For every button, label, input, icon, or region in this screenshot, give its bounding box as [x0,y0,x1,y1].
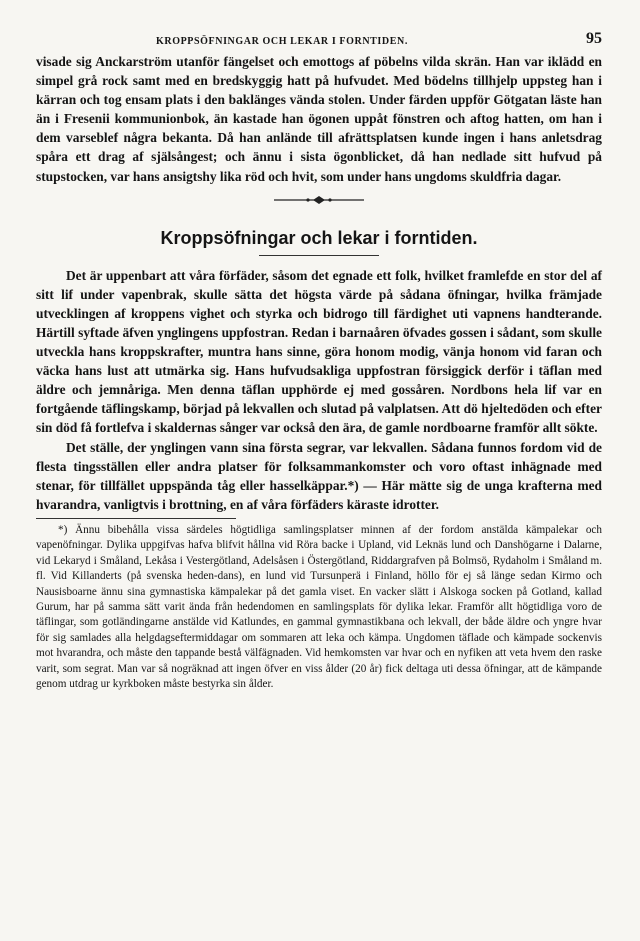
top-paragraph: visade sig Anckarström utanför fängelset och emottogs af pöbelns vilda skrän. Han var iklädd en simpel grå rock samt med en bredskyggig hatt på hufvudet. Med bödelns tillhjelp uppsteg han i kärran och tog ensam plats i den baklänges vända stolen. Under färden uppför Götgatan läste han än i Fresenii kommunionbok, än kastade han ögonen uppåt fönstren och aftog hatten, om han i dem varseblef några bekanta. Då han anlände till afrättsplatsen kunde ingen i hans anletsdrag spåra ett drag af själsångest; och ännu i sista ögonblicket, då han nedlade sitt hufvud på stupstocken, var hans ansigtshy lika röd och hvit, som under hans ungdoms skuldfria dagar. [36,54,602,184]
footnote-text: *) Ännu bibehålla vissa särdeles högtidliga samlingsplatser minnen af der fordom anstälda kämpalekar och vapenöfningar. Dylika uppgifvas hafva blifvit hållna vid Röra backe i Upland, vid Leknäs lund och Danshögarne i Dalarne, vid Lekaryd i Småland, Lekåsa i Vestergötland, Adelsåsen i Östergötland, Riddargrafven på Bolmsö, Rydaholm i Småland m. fl. Vid Killanderts (på svenska heden-dans), en lund vid Tursunperä i Finland, höllo för ej så länge sedan Kirmo och Nausisboarne ännu sina gymnastiska kämpalekar på det gamla viset. En vacker slätt i Alskoga socken på Gotland, kallad Gurum, har på samma sätt varit ända från hedendomen en samlingsplats för dylika lekar. Framför allt högtidliga voro de täflingar, som gotländingarne anstälde vid Katlundes, en gammal gymnastikbana och lekvall, der både äldre och yngre hvar för sig samlades alla helgdagseftermiddagar om sommaren att leka och kämpa. Ungdomen täflade och kämpade sockenvis mot hvarandra, och måste den tappande bestå välfägnaden. Vid hemkomsten var hvar och en nyfiken att veta hvem den raske varit, som segrat. Man var så nogräknad att ingen öfver en viss ålder (20 år) fick deltaga uti dessa öfningar, att de kämpande genom utdrag ur kyrkboken måste bestyrka sin ålder. [36,523,602,690]
section-divider-ornament [36,190,602,210]
body-text [36,52,602,514]
title-underline [259,255,379,256]
footnote [36,523,602,692]
running-head: KROPPSÖFNINGAR OCH LEKAR I FORNTIDEN. [156,36,408,47]
footnote-divider [36,518,236,519]
paragraph-2: Det ställe, der ynglingen vann sina första segrar, var lekvallen. Sådana funnos fordom vid de flesta tingsställen eller andra platser för folksammankomster och voro oftast inhägnade med stenar, för tillfället uppspända tåg eller hasselkäppar.*) — Här mätte sig de unga krafterna med hvarandra, vanligtvis i brottning, en af våra förfäders käraste idrotter. [36,439,602,512]
page [36,30,602,692]
divider-ornament-icon [274,195,364,205]
page-header [36,30,602,52]
paragraph-1: Det är uppenbart att våra förfäder, såsom det egnade ett folk, hvilket framlefde en stor del af sitt lif under vapenbrak, skulle sätta det högsta värde på sådana öfningar, hvilka främjade utvecklingen af kroppens vighet och styrka och bidrogo till färdighet uti vapnens handterande. Härtill syftade äfven ynglingens uppfostran. Redan i barnaåren öfvades gossen i sådant, som skulle utveckla hans kroppskrafter, muntra hans sinne, göra honom modig, vänja honom vid faran och väcka hans lust att utmärka sig. Hans hufvudsakliga uppfostran försiggick derför i täflan med äldre och jemnåriga. Men denna täflan upphörde ej med gossåren. Nordbons hela lif var en fortgående täflingskamp, börjad på lekvallen och slutad på valplatsen. Att dö hjeltedöden och efter sin död få fortlefva i skaldernas sånger var också den ära, de gamle nordboarne framför allt sökte. [36,267,602,436]
page-number: 95 [586,30,602,47]
section-title: Kroppsöfningar och lekar i forntiden. [160,227,478,248]
